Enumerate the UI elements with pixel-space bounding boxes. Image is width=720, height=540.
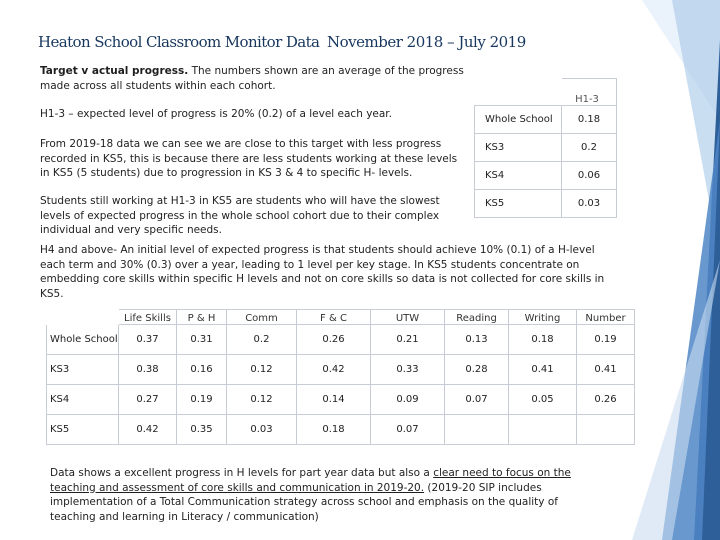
table-cell: 0.2 (227, 325, 297, 355)
h13-row-label: KS4 (475, 162, 562, 190)
table-cell: 0.41 (577, 355, 635, 385)
column-header: P & H (177, 310, 227, 325)
h13-table-header-row (475, 79, 617, 106)
table-cell: 0.19 (177, 385, 227, 415)
table-cell (509, 415, 577, 445)
table-cell: 0.19 (577, 325, 635, 355)
h13-progress-table (474, 78, 617, 218)
table-cell: 0.27 (119, 385, 177, 415)
column-header: Number (577, 310, 635, 325)
row-label: Whole School (47, 325, 119, 355)
conclusion-text-start: Data shows a excellent progress in H levels for part year data but also a (50, 467, 434, 479)
h13-row-label: KS5 (475, 190, 562, 218)
h13-table-header: H1-3 (562, 79, 617, 106)
column-header: UTW (371, 310, 445, 325)
h13-row-value: 0.18 (562, 106, 617, 134)
conclusion-underlined-text: clear need to focus on the teaching and assessment of core skills and communication in 2019-20. (50, 467, 571, 494)
h13-table-row (475, 162, 617, 190)
column-header: Writing (509, 310, 577, 325)
decorative-side-band (602, 0, 720, 540)
h13-table-row (475, 106, 617, 134)
column-header: Life Skills (119, 310, 177, 325)
h13-table-row (475, 134, 617, 162)
table-cell: 0.42 (297, 355, 371, 385)
table-corner (47, 310, 119, 325)
ks5-progress-paragraph: From 2019-18 data we can see we are close to this target with less progress recorded in KS5, this is because there are less students working at these levels in KS5 (5 students) due to progression in KS 3 & 4 to specific H- levels. (40, 138, 458, 180)
column-header: Reading (445, 310, 509, 325)
table-row (47, 355, 635, 385)
table-cell: 0.13 (445, 325, 509, 355)
table-cell: 0.07 (371, 415, 445, 445)
h13-table-corner (475, 79, 562, 106)
h13-row-label: Whole School (475, 106, 562, 134)
table-row (47, 415, 635, 445)
row-label: KS5 (47, 415, 119, 445)
h13-row-value: 0.2 (562, 134, 617, 162)
table-cell: 0.18 (297, 415, 371, 445)
table-cell: 0.16 (177, 355, 227, 385)
intro-text: The numbers shown are an average of the progress made across all students within each cohort. (40, 65, 464, 92)
table-cell: 0.38 (119, 355, 177, 385)
h13-row-value: 0.06 (562, 162, 617, 190)
table-cell: 0.07 (445, 385, 509, 415)
intro-paragraph (40, 64, 470, 93)
column-header: Comm (227, 310, 297, 325)
table-cell: 0.35 (177, 415, 227, 445)
table-cell: 0.28 (445, 355, 509, 385)
table-cell: 0.31 (177, 325, 227, 355)
column-header: F & C (297, 310, 371, 325)
table-cell: 0.03 (227, 415, 297, 445)
table-cell: 0.42 (119, 415, 177, 445)
table-cell (577, 415, 635, 445)
h13-row-value: 0.03 (562, 190, 617, 218)
table-cell: 0.41 (509, 355, 577, 385)
table-cell: 0.26 (577, 385, 635, 415)
h4-above-paragraph: H4 and above- An initial level of expected progress is that students should achieve 10% (0.1) of a H-level each term and 30% (0.3) over a year, leading to 1 level per key stage. In KS5 students concentrate on embedding core skills within specific H levels and not on core skills so data is not collected for core skills in KS5. (40, 244, 605, 300)
row-label: KS4 (47, 385, 119, 415)
h13-expected-paragraph: H1-3 – expected level of progress is 20% (0.2) of a level each year. (40, 108, 392, 120)
conclusion-paragraph (50, 466, 598, 524)
table-cell: 0.26 (297, 325, 371, 355)
table-cell: 0.12 (227, 355, 297, 385)
table-row (47, 325, 635, 355)
h4-progress-table (46, 309, 635, 445)
h13-table-row (475, 190, 617, 218)
table-cell: 0.21 (371, 325, 445, 355)
conclusion-text-end: (2019-20 SIP includes implementation of a Total Communication strategy across school and emphasis on the quality of teaching and learning in Literacy / communication) (50, 481, 558, 523)
page-title: Heaton School Classroom Monitor Data (38, 33, 320, 51)
table-cell: 0.09 (371, 385, 445, 415)
decorative-shapes (602, 0, 720, 540)
table-cell: 0.14 (297, 385, 371, 415)
table-cell: 0.18 (509, 325, 577, 355)
table-row (47, 385, 635, 415)
table-header-row (47, 310, 635, 325)
table-cell: 0.37 (119, 325, 177, 355)
date-range-title: November 2018 – July 2019 (327, 33, 526, 51)
table-cell: 0.33 (371, 355, 445, 385)
row-label: KS3 (47, 355, 119, 385)
table-cell (445, 415, 509, 445)
ks5-slowest-paragraph: Students still working at H1-3 in KS5 are students who will have the slowest levels of expected progress in the whole school cohort due to their complex individual and very specific needs. (40, 195, 440, 237)
h13-row-label: KS3 (475, 134, 562, 162)
table-cell: 0.12 (227, 385, 297, 415)
table-cell: 0.05 (509, 385, 577, 415)
intro-bold: Target v actual progress. (40, 65, 189, 77)
